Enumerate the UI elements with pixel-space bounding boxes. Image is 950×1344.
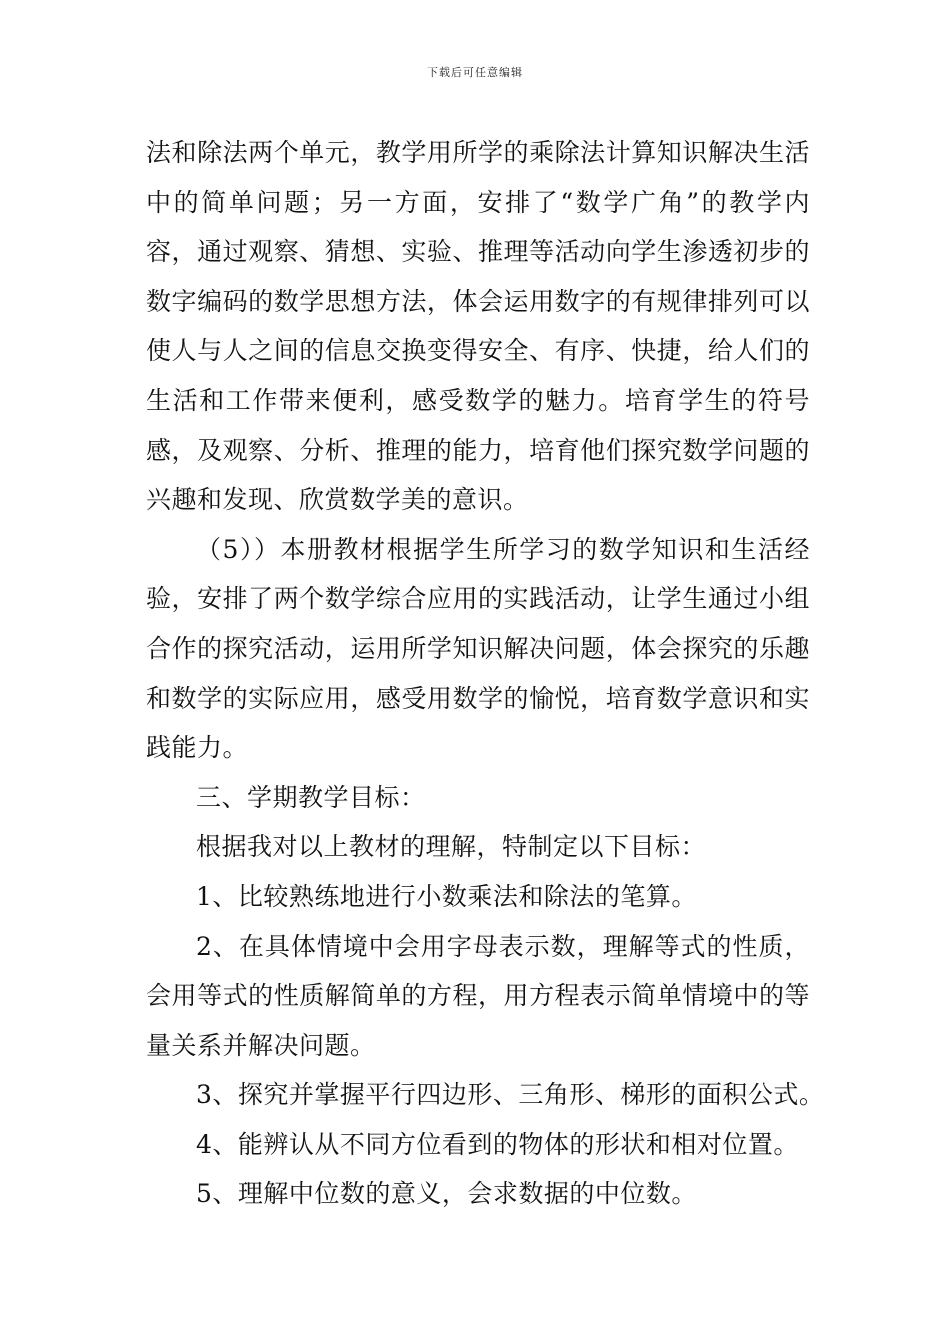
goal-item-4: 4、能辨认从不同方位看到的物体的形状和相对位置。 bbox=[196, 1129, 799, 1159]
document-body bbox=[146, 128, 825, 1219]
paragraph-continuation: 法和除法两个单元，教学用所学的乘除法计算知识解决生活中的简单问题；另一方面，安排了“数学广角”的教学内容，通过观察、猜想、实验、推理等活动向学生渗透初步的数字编码的数学思想方法，体会运用数字的有规律排列可以使人与人之间的信息交换变得安全、有序、快捷，给人们的生活和工作带来便利，感受数学的魅力。培育学生的符号感，及观察、分析、推理的能力，培育他们探究数学问题的兴趣和发现、欣赏数学美的意识。 bbox=[146, 138, 810, 515]
goal-item-1: 1、比较熟练地进行小数乘法和除法的笔算。 bbox=[196, 881, 697, 911]
paragraph-goals-intro: 根据我对以上教材的理解，特制定以下目标： bbox=[196, 832, 707, 862]
goal-item-2: 2、在具体情境中会用字母表示数，理解等式的性质，会用等式的性质解简单的方程，用方程表示简单情境中的等量关系并解决问题。 bbox=[146, 931, 810, 1060]
goal-item-3: 3、探究并掌握平行四边形、三角形、梯形的面积公式。 bbox=[196, 1080, 825, 1110]
paragraph-item-5: （5））本册教材根据学生所学习的数学知识和生活经验，安排了两个数学综合应用的实践活动，让学生通过小组合作的探究活动，运用所学知识解决问题，体会探究的乐趣和数学的实际应用，感受用数学的愉悦，培育数学意识和实践能力。 bbox=[146, 534, 810, 763]
section-heading-goals: 三、学期教学目标： bbox=[196, 782, 426, 812]
page-header: 下载后可任意编辑 bbox=[427, 66, 523, 79]
goal-item-5: 5、理解中位数的意义，会求数据的中位数。 bbox=[196, 1179, 697, 1209]
